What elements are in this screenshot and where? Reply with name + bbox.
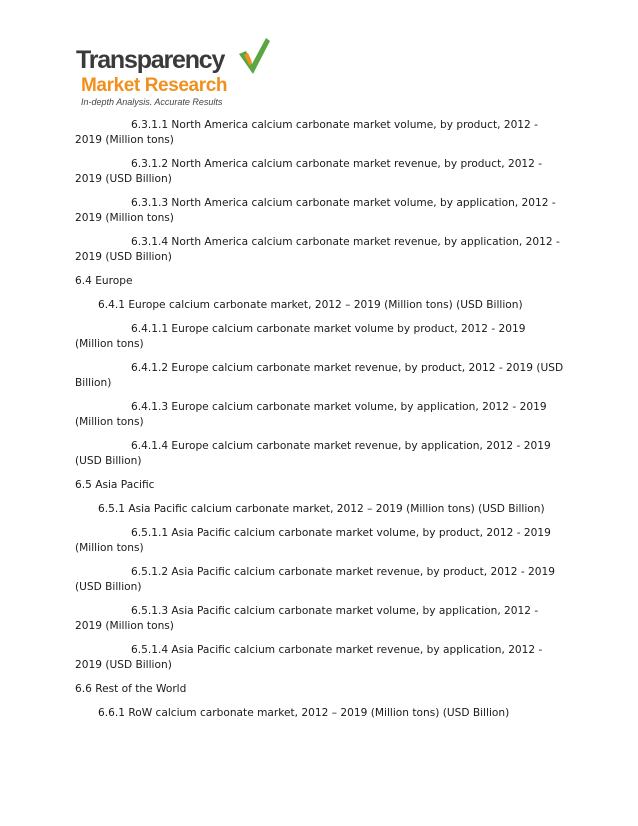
toc-entry: 6.5.1.2 Asia Pacific calcium carbonate market revenue, by product, 2012 - 2019 (USD Billion) [75,566,555,593]
logo-wordmark-line1: Transparency [76,46,225,74]
toc-entry: 6.4.1.3 Europe calcium carbonate market volume, by application, 2012 - 2019 (Million tons) [75,401,547,428]
toc-entry: 6.3.1.1 North America calcium carbonate market volume, by product, 2012 - 2019 (Million tons) [75,119,538,146]
toc-entry: 6.5.1.3 Asia Pacific calcium carbonate market volume, by application, 2012 - 2019 (Million tons) [75,605,539,632]
toc-entry: 6.3.1.3 North America calcium carbonate market volume, by application, 2012 - 2019 (Million tons) [75,197,556,224]
toc-entry: 6.5.1 Asia Pacific calcium carbonate market, 2012 – 2019 (Million tons) (USD Billion) [98,503,545,515]
toc-entry: 6.5.1.4 Asia Pacific calcium carbonate market revenue, by application, 2012 - 2019 (USD Billion) [75,644,543,671]
toc-entry: 6.6.1 RoW calcium carbonate market, 2012 – 2019 (Million tons) (USD Billion) [98,707,510,719]
toc-entry: 6.4.1.4 Europe calcium carbonate market revenue, by application, 2012 - 2019 (USD Billion) [75,440,551,467]
toc-entry: 6.5.1.1 Asia Pacific calcium carbonate market volume, by product, 2012 - 2019 (Million tons) [75,527,551,554]
toc-entry: 6.4 Europe [75,275,133,287]
toc-list [75,118,565,730]
toc-entry: 6.5 Asia Pacific [75,479,155,491]
toc-entry: 6.3.1.4 North America calcium carbonate market revenue, by application, 2012 - 2019 (USD Billion) [75,236,560,263]
logo-wordmark-line2: Market Research [81,75,228,96]
toc-entry: 6.3.1.2 North America calcium carbonate market revenue, by product, 2012 - 2019 (USD Billion) [75,158,543,185]
checkmark-icon [236,36,272,76]
toc-entry: 6.4.1 Europe calcium carbonate market, 2012 – 2019 (Million tons) (USD Billion) [98,299,523,311]
logo-tagline: In-depth Analysis. Accurate Results [81,97,223,107]
toc-entry: 6.4.1.1 Europe calcium carbonate market volume by product, 2012 - 2019 (Million tons) [75,323,526,350]
toc-entry: 6.4.1.2 Europe calcium carbonate market revenue, by product, 2012 - 2019 (USD Billion) [75,362,564,389]
company-logo [76,36,276,110]
toc-entry: 6.6 Rest of the World [75,683,187,695]
